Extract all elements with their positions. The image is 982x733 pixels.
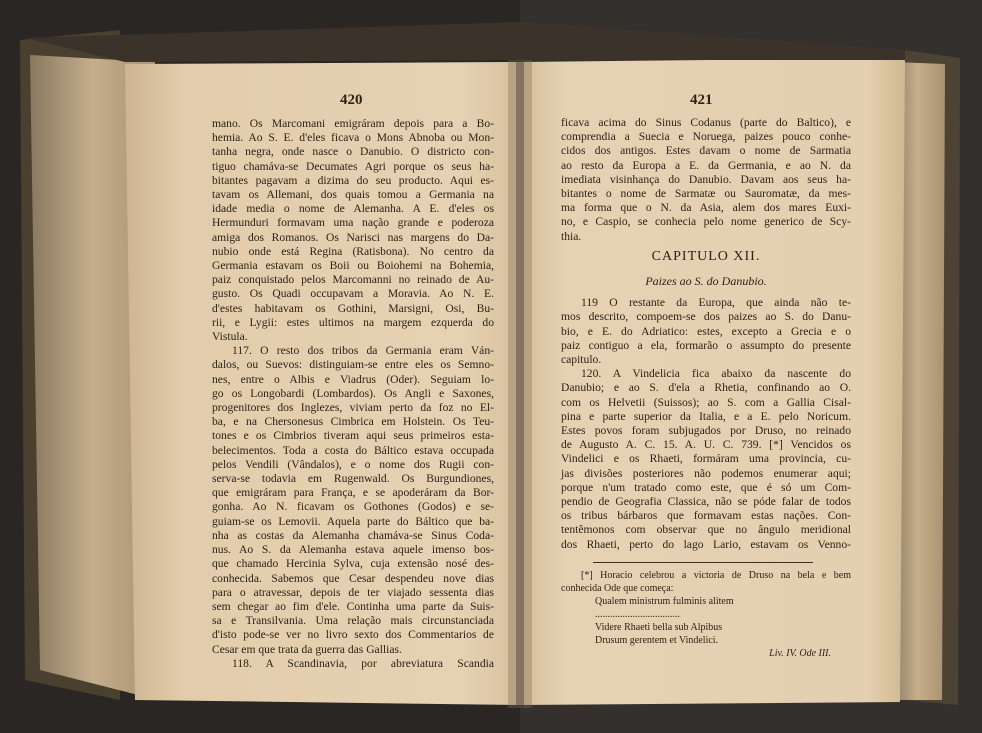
text-line: d'isto pode-se ver no livro sexto dos Commentarios de [212,628,494,642]
text-line: com os Helvetii (Suissos); ao S. com a Gallia Cisal- [561,395,851,409]
text-line: pina e parte superior da Italia, e a E. pelo Noricum. [561,409,851,423]
text-line: paiz conquistado pelos Marcomanni no reinado de Au- [212,273,494,287]
text-line: tavam os Allemani, dos quais tomou a Germania na [212,188,494,202]
text-line: cidos dos antigos. Estes davam o nome de Sarmatia [561,144,851,158]
text-line: gusto. Os Quadi occupavam a Moravia. Ao N. E. [212,287,494,301]
text-line: bitantes o nome de Sarmatæ ou Sauromatæ, da mes- [561,187,851,201]
text-line: bitantes pagavam a dizima do seu producto. Aqui es- [212,173,494,187]
text-line: capitulo. [561,353,602,367]
text-line: Danubio; e ao S. d'ela a Rhetia, confinando ao O. [561,381,851,395]
text-line: belecimentos. Toda a costa do Báltico estava occupada [212,443,494,457]
text-line: sa e Transilvania. Uma relação mais circunstanciada [212,614,494,628]
text-line: os tribus bárbaros que formavam estas nações. Con- [561,509,851,523]
footnote-line: [*] Horacio celebrou a victoria de Druso na bela e bem [581,569,851,581]
text-line: go os Longobardi (Lombardos). Os Angli e Saxones, [212,386,494,400]
text-line: de Augusto A. C. 15. A. U. C. 739. [*] Vencidos os [561,438,851,452]
text-line: ma forma que o N. da Asia, alem dos mares Euxi- [561,201,851,215]
text-line: Germania estavam os Boii ou Boiohemi na Bohemia, [212,259,494,273]
text-line: hemia. Ao S. E. d'eles ficava o Mons Abnoba ou Mon- [212,131,494,145]
chapter-subtitle: Paizes ao S. do Danubio. [645,274,767,289]
text-line: gonha. Ao N. ficavam os Gothones (Godos) e se- [212,500,494,514]
text-line: tiguo chamáva-se Decumates Agri porque os seus ha- [212,159,494,173]
text-line: d'estes habitavam os Gothini, Marsigni, Osi, Bu- [212,301,494,315]
footnote-verse: .................................. [595,608,680,620]
text-line: tones e os Cimbrios tiveram aqui seus primeiros esta- [212,429,494,443]
text-line: Cesar em que trata da guerra das Gallias. [212,642,402,656]
text-line: imediata visinhança do Danubio. Davam aos seus ha- [561,172,851,186]
footnote-source: Liv. IV. Ode III. [769,647,831,659]
text-line: nes, entre o Albis e Viadrus (Oder). Seguiam lo- [212,372,494,386]
text-line: thia. [561,229,582,243]
text-line: 120. A Vindelicia fica abaixo da nascente do [581,367,851,381]
text-line: que emigráram para França, e se apoderáram da Bor- [212,486,494,500]
text-line: dos Rhaeti, perto do lago Lario, estavam os Venno- [561,537,851,551]
text-line: tentêmonos com observar que no ângulo meridional [561,523,851,537]
text-line: ba, e na Chersonesus Cimbrica em Holstein. Os Teu- [212,415,494,429]
left-page-number: 420 [340,92,363,108]
text-line: sem chegar ao fim d'ele. Continha uma parte da Suis- [212,599,494,613]
text-line: comprendia a Suecia e Noruega, paizes pouco conhe- [561,130,851,144]
footnote-verse: Qualem ministrum fulminis alitem [595,595,734,607]
footnote-verse: Drusum gerentem et Vindelici. [595,634,719,646]
text-line: pendio de Geografia Classica, não se póde falar de todos [561,495,851,509]
text-line: jas divisões posteriores não podemos enumerar aqui; [561,466,851,480]
chapter-title: CAPITULO XII. [651,248,761,264]
footnote-verse: Videre Rhaeti bella sub Alpibus [595,621,723,633]
text-line: ficava acima do Sinus Codanus (parte do Baltico), e [561,116,851,129]
text-line: Estes povos foram subjugados por Druso, no reinado [561,424,851,438]
text-line: bio, e E. do Adriatico: estes, excepto a Grecia e o [561,324,851,338]
text-line: nus. Ao S. da Alemanha estava aquele imenso bos- [212,543,494,557]
footnote-line: conhecida Ode que começa: [561,582,674,594]
text-line: idade media o nome de Alemanha. A E. d'eles os [212,202,494,216]
text-line: mano. Os Marcomani emigráram depois para a Bo- [212,117,494,130]
text-line: tanha negra, onde nasce o Danubio. O districto con- [212,145,494,159]
right-page-text [561,116,851,660]
text-line: nha as costas da Alemanha chamáva-se Sinus Coda- [212,528,494,542]
footnote-rule [593,562,813,563]
text-line: conhecida. Sabemos que Cesar despendeu nove dias [212,571,494,585]
text-line: paiz contiguo a ela, formarão o assumpto do presente [561,338,851,352]
text-line: 119 O restante da Europa, que ainda não te- [581,296,851,310]
text-line: progenitores dos Inglezes, viviam perto da foz no El- [212,401,494,415]
text-line: no, e Caspio, se conhecia pelo nome generico de Scy- [561,215,851,229]
right-page-number: 421 [690,92,713,108]
text-line: guiam-se os Lemovii. Aquela parte do Báltico que ba- [212,514,494,528]
text-line: ao resto da Europa a E. da Germania, e ao N. da [561,158,851,172]
text-line: que chamado Hercinia Sylva, cuja extensão nosé des- [212,557,494,571]
text-line: Vindelici e os Rhaeti, formáram uma provincia, cu- [561,452,851,466]
text-line: Hermunduri formavam uma nação grande e poderoza [212,216,494,230]
text-line: para o atravessar, depois de ter viajado sessenta dias [212,585,494,599]
text-line: porque n'um tratado como este, que é só um Com- [561,480,851,494]
footnote [561,569,851,660]
text-line: serva-se todavia em Rugenwald. Os Burgundiones, [212,472,494,486]
text-line: dalos, ou Suevos: distinguiam-se entre eles os Semno- [212,358,494,372]
text-line: mos descrito, compoem-se dos paizes ao S. do Danu- [561,310,851,324]
text-line: Vistula. [212,330,248,344]
text-line: 118. A Scandinavia, por abreviatura Scandia [232,656,494,670]
text-line: pelos Vendili (Vândalos), e o nome dos Rugii con- [212,457,494,471]
text-line: amiga dos Romanos. Os Narisci nas margens do Da- [212,230,494,244]
text-line: 117. O resto dos tribos da Germania eram Ván- [232,344,494,358]
text-line: rii, e Lygii: estes ultimos na margem ezquerda do [212,315,494,329]
text-line: nubio onde está Regina (Ratisbona). No centro da [212,244,494,258]
left-page-text [212,117,494,671]
